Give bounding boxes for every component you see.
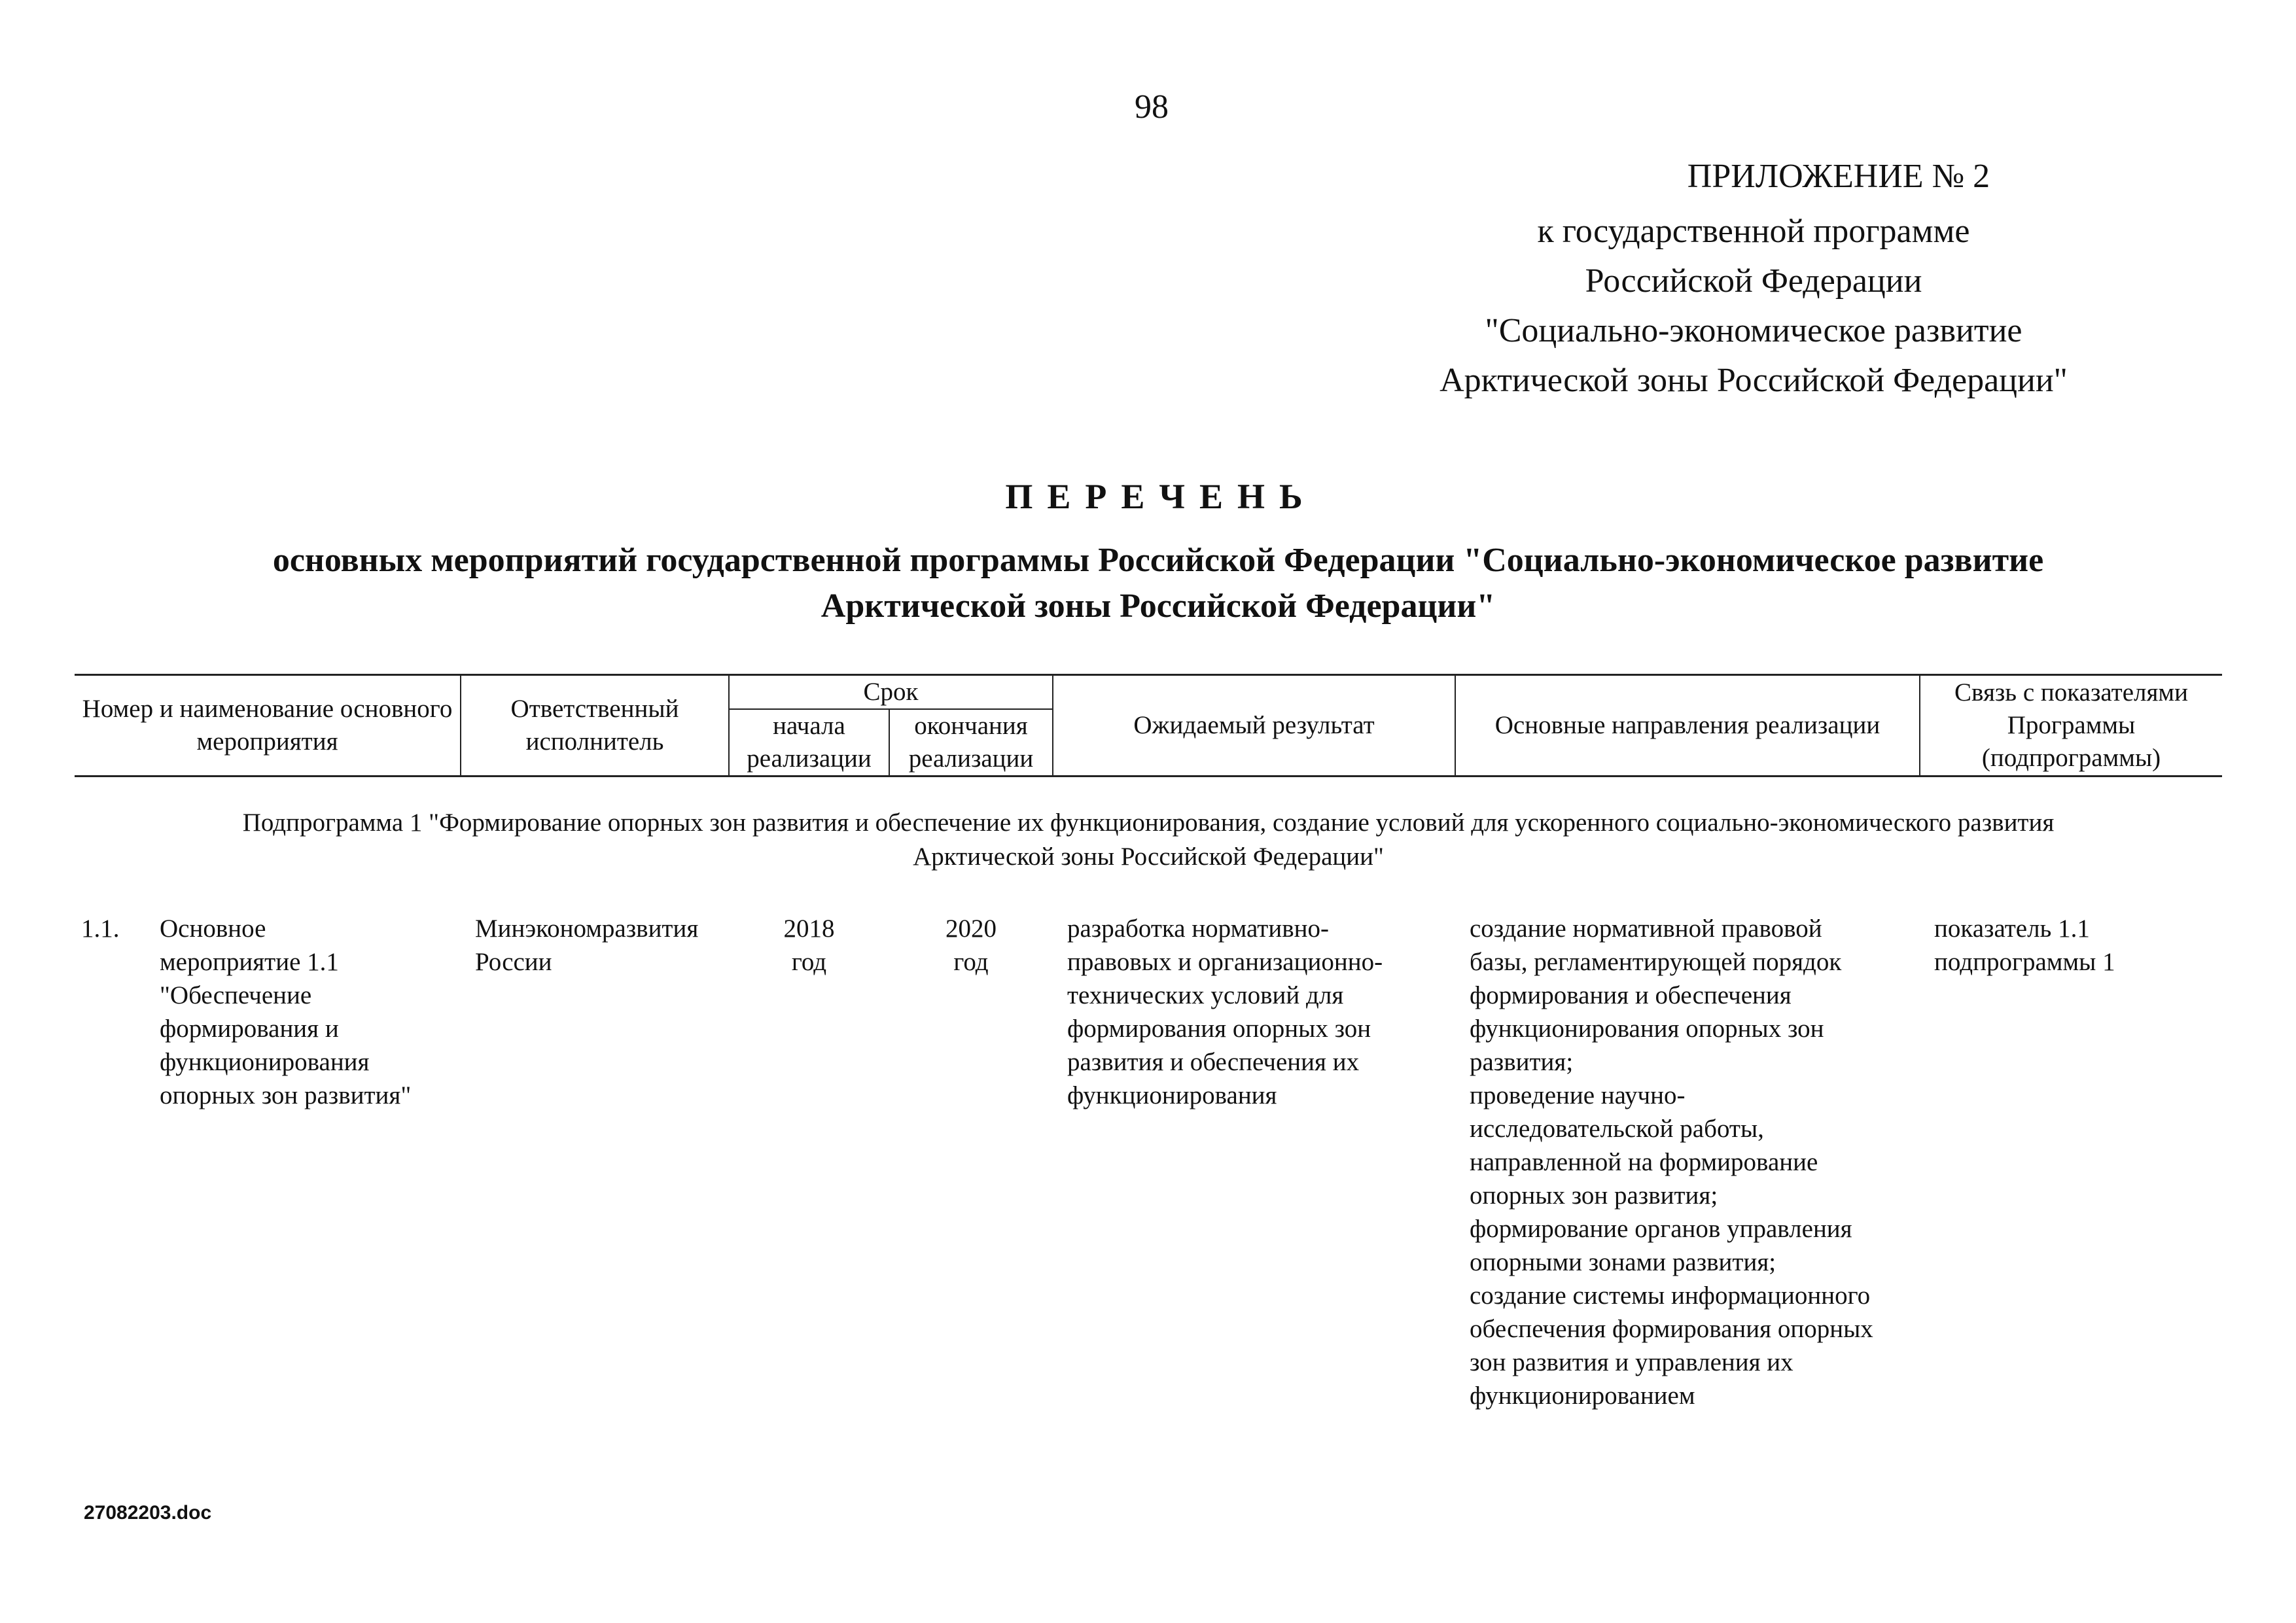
header-end: окончания реализации bbox=[889, 709, 1053, 777]
footer-doc-name: 27082203.doc bbox=[84, 1502, 212, 1524]
name-line: опорных зон развития" bbox=[160, 1081, 412, 1109]
start-line: год bbox=[791, 948, 827, 976]
appendix-line: к государственной программе bbox=[1537, 213, 1970, 250]
document-subtitle-line: Арктической зоны Российской Федерации" bbox=[821, 587, 1496, 625]
header-term: Срок bbox=[729, 675, 1053, 710]
directions-line: функционированием bbox=[1470, 1382, 1695, 1410]
appendix-title: ПРИЛОЖЕНИЕ № 2 bbox=[1687, 158, 1990, 195]
appendix-block bbox=[1341, 152, 2166, 406]
name-line: мероприятие 1.1 bbox=[160, 948, 339, 976]
directions-line: функционирования опорных зон bbox=[1470, 1015, 1824, 1043]
appendix-line: "Социально-экономическое развитие bbox=[1485, 312, 2022, 349]
document-title: ПЕРЕЧЕНЬ bbox=[1005, 477, 1317, 516]
name-line: Основное bbox=[160, 915, 266, 943]
directions-line: направленной на формирование bbox=[1470, 1148, 1818, 1176]
appendix-line: Российской Федерации bbox=[1585, 262, 1922, 300]
subprogram-line: Подпрограмма 1 "Формирование опорных зон развития и обеспечение их функционирования, создание условий для ускоренного социально-экономического развития bbox=[242, 809, 2055, 837]
cell-link bbox=[1920, 912, 2222, 1412]
result-line: развития и обеспечения их bbox=[1067, 1048, 1360, 1076]
document-subtitle bbox=[118, 538, 2199, 629]
cell-start bbox=[729, 912, 889, 1412]
table-row bbox=[75, 912, 2222, 1412]
link-line: подпрограммы 1 bbox=[1934, 948, 2115, 976]
result-line: правовых и организационно- bbox=[1067, 948, 1383, 976]
directions-line: формирования и обеспечения bbox=[1470, 981, 1792, 1009]
end-line: год bbox=[953, 948, 989, 976]
directions-line: обеспечения формирования опорных bbox=[1470, 1315, 1873, 1343]
directions-line: зон развития и управления их bbox=[1470, 1348, 1793, 1376]
page-number: 98 bbox=[1135, 88, 1169, 126]
name-line: формирования и bbox=[160, 1015, 339, 1043]
result-line: технических условий для bbox=[1067, 981, 1344, 1009]
name-line: функционирования bbox=[160, 1048, 370, 1076]
executor-line: Минэкономразвития bbox=[475, 915, 699, 943]
directions-line: базы, регламентирующей порядок bbox=[1470, 948, 1842, 976]
directions-line: проведение научно- bbox=[1470, 1081, 1686, 1109]
header-directions: Основные направления реализации bbox=[1455, 675, 1920, 777]
cell-end bbox=[889, 912, 1053, 1412]
subprogram-line: Арктической зоны Российской Федерации" bbox=[913, 843, 1384, 871]
end-line: 2020 bbox=[945, 915, 997, 943]
header-start: начала реализации bbox=[729, 709, 889, 777]
link-line: показатель 1.1 bbox=[1934, 915, 2090, 943]
directions-line: развития; bbox=[1470, 1048, 1574, 1076]
header-result: Ожидаемый результат bbox=[1053, 675, 1455, 777]
header-link: Связь с показателями Программы (подпрограммы) bbox=[1920, 675, 2222, 777]
activities-table bbox=[75, 674, 2222, 1412]
cell-name bbox=[75, 912, 461, 1412]
executor-line: России bbox=[475, 948, 552, 976]
appendix-line: Арктической зоны Российской Федерации" bbox=[1439, 362, 2068, 399]
result-line: разработка нормативно- bbox=[1067, 915, 1329, 943]
row-number: 1.1. bbox=[81, 915, 120, 943]
subprogram-row bbox=[75, 777, 2222, 913]
cell-result bbox=[1053, 912, 1455, 1412]
directions-line: опорными зонами развития; bbox=[1470, 1248, 1776, 1276]
header-name: Номер и наименование основного мероприятия bbox=[75, 675, 461, 777]
start-line: 2018 bbox=[783, 915, 835, 943]
result-line: функционирования bbox=[1067, 1081, 1277, 1109]
name-line: "Обеспечение bbox=[160, 981, 312, 1009]
result-line: формирования опорных зон bbox=[1067, 1015, 1371, 1043]
directions-line: опорных зон развития; bbox=[1470, 1181, 1718, 1210]
header-executor: Ответственный исполнитель bbox=[461, 675, 729, 777]
directions-line: создание нормативной правовой bbox=[1470, 915, 1822, 943]
cell-directions bbox=[1455, 912, 1920, 1412]
document-subtitle-line: основных мероприятий государственной программы Российской Федерации "Социально-экономическое развитие bbox=[272, 542, 2044, 579]
cell-executor bbox=[461, 912, 729, 1412]
directions-line: формирование органов управления bbox=[1470, 1215, 1852, 1243]
directions-line: исследовательской работы, bbox=[1470, 1115, 1764, 1143]
directions-line: создание системы информационного bbox=[1470, 1282, 1871, 1310]
